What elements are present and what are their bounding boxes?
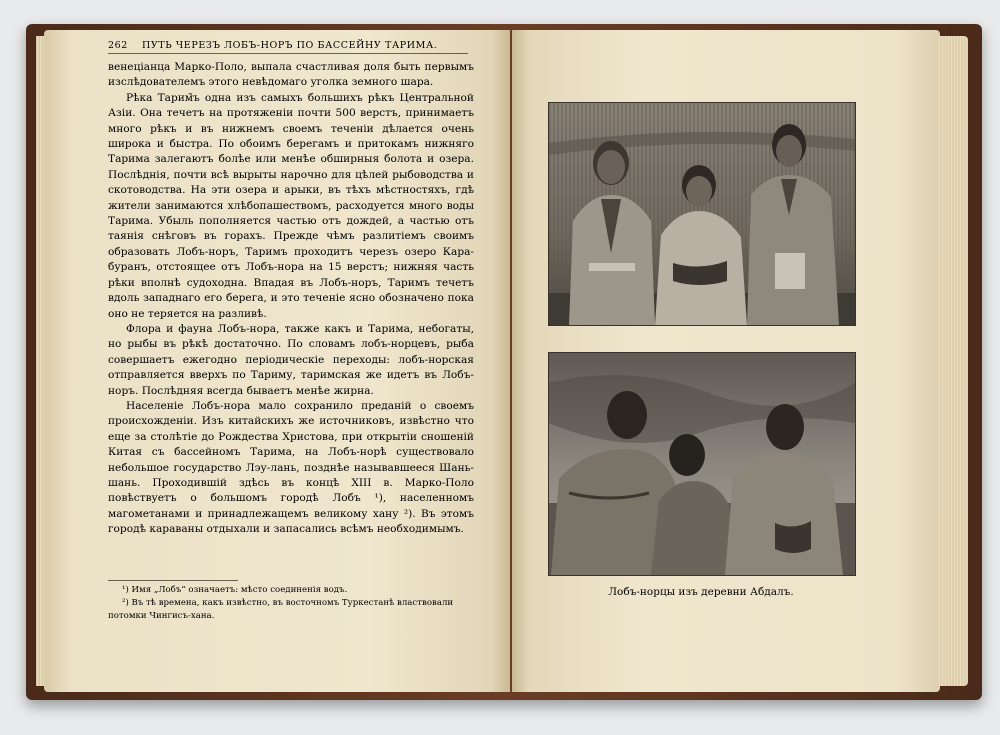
paragraph-3: Флора и фауна Лобъ-нора, также какъ и Тарима, небогаты, но рыбы въ рѣкѣ достаточно. По словамъ лобъ-норцевъ, рыба совершаетъ ежегодно періодическіе переходы: лобъ-норская отправляется вверхъ по Тариму, таримская же идетъ въ Лобъ-норъ. Послѣдняя всегда бываетъ менѣе жирна. [108, 322, 474, 397]
footnote-rule [108, 580, 238, 581]
photo-three-men-outdoors-image [549, 353, 855, 575]
photo-three-men-reed-wall [548, 102, 856, 326]
photo-caption: Лобъ-норцы изъ деревни Абдалъ. [608, 586, 794, 598]
running-head [108, 40, 468, 54]
footnote-1: ¹) Имя „Лобъ“ означаетъ: мѣсто соединенія водъ. [122, 585, 348, 595]
body-text [108, 60, 474, 538]
running-head-title: ПУТЬ ЧЕРЕЗЪ ЛОБЪ-НОРЪ ПО БАССЕЙНУ ТАРИМА. [141, 40, 438, 51]
paragraph-2: Рѣка Тарим̃ъ одна изъ самыхъ большихъ рѣкъ Центральной Азіи. Она течетъ на протяженіи почти 500 верстъ, принимаетъ много рѣкъ и въ нижнемъ своемъ теченіи дѣлается очень широка и быстра. По обоимъ берегамъ и притокамъ нижняго Тарима залегаютъ болѣе или менѣе обширныя болота и озера. Послѣднія, почти всѣ вырыты нарочно для цѣлей рыбоводства и скотоводства. На эти озера и арыки, въ тѣхъ мѣстностяхъ, гдѣ жители занимаются хлѣбопашествомъ, расходуется много воды Тарима. Убыль пополняется частью отъ дождей, а частью отъ таянія снѣговъ въ горахъ. Прежде чѣмъ разлитіемъ своимъ образовать Лобъ-норъ, Таримъ проходитъ черезъ озеро Кара-буранъ, отстоящее отъ Лобъ-нора на 15 верстъ; нижняя часть рѣки вполнѣ судоходна. Впадая въ Лобъ-норъ, Таримъ течетъ вдоль западнаго его берега, и это теченіе ясно обозначено пока оно не теряется на разливѣ. [108, 91, 474, 320]
footnotes [108, 584, 474, 623]
photo-three-men-outdoors [548, 352, 856, 576]
right-page-edges [938, 36, 968, 686]
paragraph-4: Населеніе Лобъ-нора мало сохранило преданій о своемъ происхожденіи. Изъ китайскихъ же источниковъ, извѣстно что еще за столѣтіе до Рождества Христова, при открытіи сношеній Китая съ бассейномъ Тарима, на Лобъ-норѣ существовало небольшое государство Лэу-лань, позднѣе называвшееся Шань-шань. Проходившій здѣсь въ концѣ XIII в. Марко-Поло повѣствуетъ о большомъ городѣ Лобъ ¹), населенномъ магометанами и принадлежащемъ великому хану ²). Въ этомъ городѣ караваны отдыхали и запасались всѣмъ необходимымъ. [108, 399, 474, 536]
paragraph-1: венеціанца Марко-Поло, выпала счастливая доля быть первымъ изслѣдователемъ этого невѣдомаго уголка земного шара. [108, 61, 474, 89]
photo-three-men-image [549, 103, 855, 325]
footnote-2: ²) Въ тѣ времена, какъ извѣстно, въ восточномъ Туркестанѣ властвовали потомки Чингисъ-хана. [108, 598, 454, 621]
page-number: 262 [108, 40, 128, 51]
